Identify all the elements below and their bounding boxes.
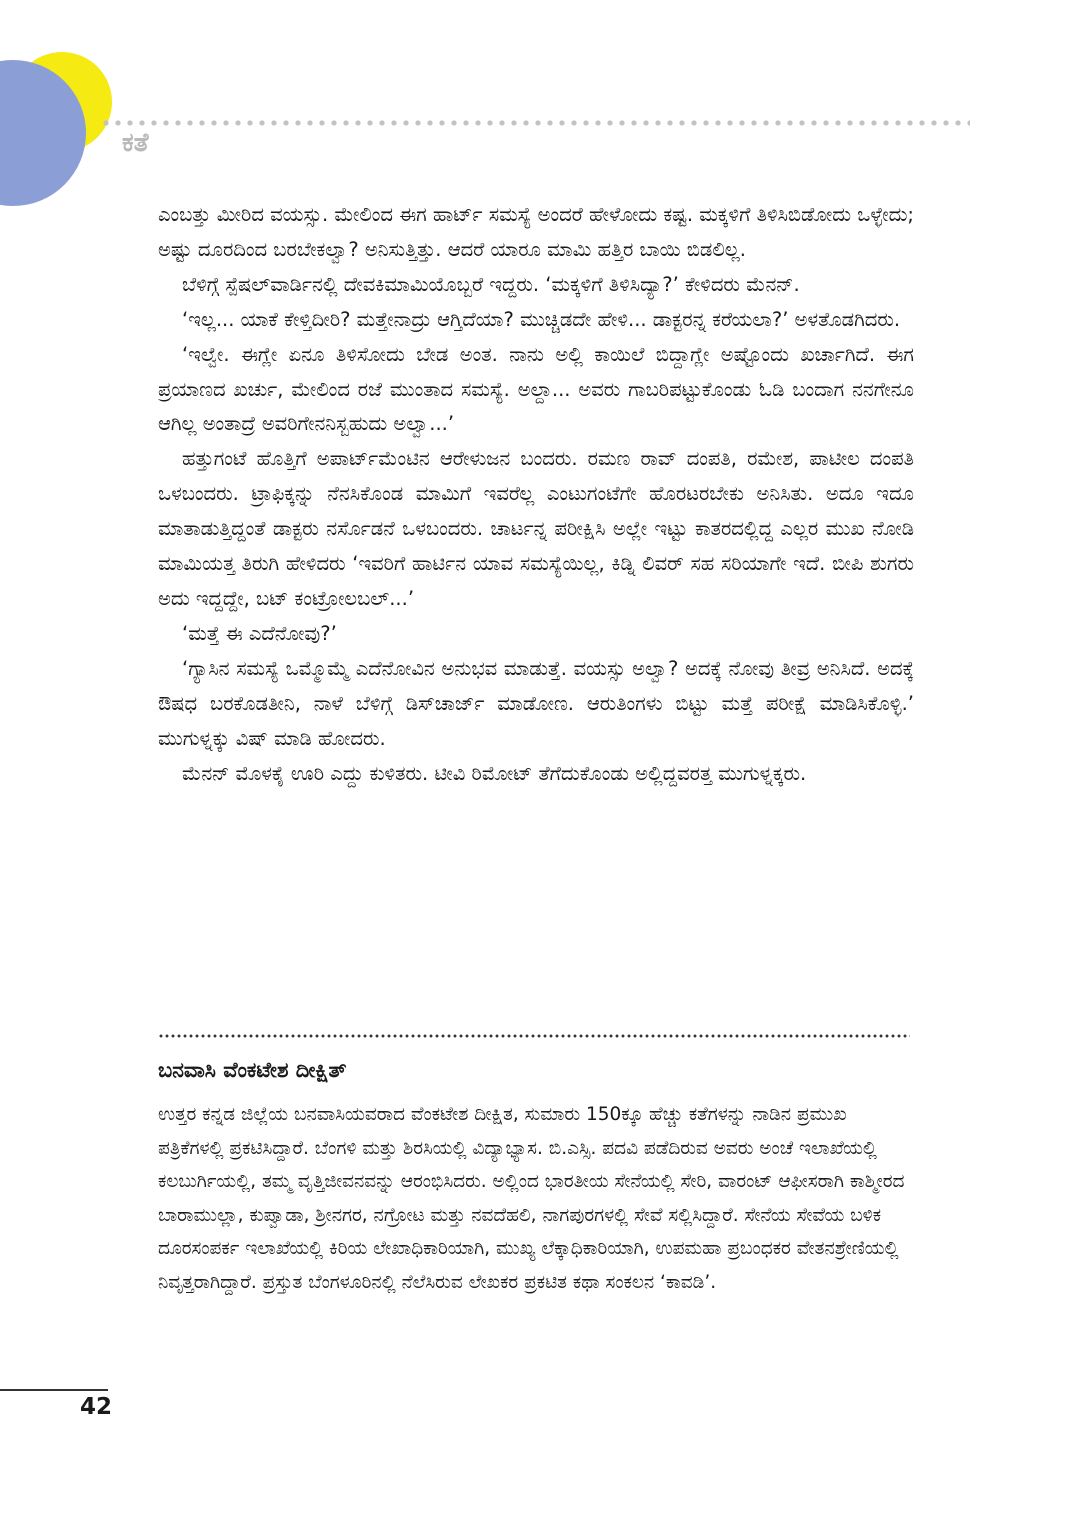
story-paragraph: ಬೆಳಿಗ್ಗೆ ಸ್ಪೆಷಲ್‌ವಾರ್ಡಿನಲ್ಲಿ ದೇವಕಿಮಾಮಿಯೊಬ್ಬರೆ ಇದ್ದರು. ‘ಮಕ್ಕಳಿಗೆ ತಿಳಿಸಿದ್ಯಾ?’ ಕೇಳಿದರು ಮೆನನ್. [182,272,800,296]
header-dotted-rule [100,120,970,126]
page-number-rule [0,1389,108,1391]
story-paragraph: ‘ಇಲ್ಲ... ಯಾಕೆ ಕೇಳ್ತಿದೀರಿ? ಮತ್ತೇನಾದ್ರು ಆಗ್ತಿದೆಯಾ? ಮುಚ್ಚಿಡದೇ ಹೇಳಿ... ಡಾಕ್ಟರನ್ನ ಕರೆಯಲಾ?’ ಅಳತೊಡಗಿದರು. [182,307,901,331]
story-paragraph: ಎಂಬತ್ತು ಮೀರಿದ ವಯಸ್ಸು. ಮೇಲಿಂದ ಈಗ ಹಾರ್ಟ್ ಸಮಸ್ಯೆ ಅಂದರೆ ಹೇಳೋದು ಕಷ್ಟ. ಮಕ್ಕಳಿಗೆ ತಿಳಿಸಿಬಿಡೋದು ಒಳ್ಳೇದು; ಅಷ್ಟು ದೂರದಿಂದ ಬರಬೇಕಲ್ವಾ? ಅನಿಸುತ್ತಿತ್ತು. ಆದರೆ ಯಾರೂ ಮಾಮಿ ಹತ್ತಿರ ಬಾಯಿ ಬಿಡಲಿಲ್ಲ. [158,203,914,261]
story-paragraph: ಮೆನನ್ ಮೊಳಕೈ ಊರಿ ಎದ್ದು ಕುಳಿತರು. ಟೀವಿ ರಿಮೋಟ್ ತೆಗೆದುಕೊಂಡು ಅಲ್ಲಿದ್ದವರತ್ತ ಮುಗುಳ್ನಕ್ಕರು. [182,761,807,785]
story-paragraph: ‘ಇಲ್ವೇ. ಈಗ್ಲೇ ಏನೂ ತಿಳಿಸೋದು ಬೇಡ ಅಂತ. ನಾನು ಅಲ್ಲಿ ಕಾಯಿಲೆ ಬಿದ್ದಾಗ್ಲೇ ಅಷ್ಟೊಂದು ಖರ್ಚಾಗಿದೆ. ಈಗ ಪ್ರಯಾಣದ ಖರ್ಚು, ಮೇಲಿಂದ ರಜೆ ಮುಂತಾದ ಸಮಸ್ಯೆ. ಅಲ್ದಾ... ಅವರು ಗಾಬರಿಪಟ್ಟುಕೊಂಡು ಓಡಿ ಬಂದಾಗ ನನಗೇನೂ ಆಗಿಲ್ಲ ಅಂತಾದ್ರೆ ಅವರಿಗೇನನಿಸ್ಬಹುದು ಅಲ್ವಾ...’ [158,342,914,436]
story-paragraph: ಹತ್ತುಗಂಟೆ ಹೊತ್ತಿಗೆ ಅಪಾರ್ಟ್‌ಮೆಂಟಿನ ಆರೇಳುಜನ ಬಂದರು. ರಮಣ ರಾವ್ ದಂಪತಿ, ರಮೇಶ, ಪಾಟೀಲ ದಂಪತಿ ಒಳಬಂದರು. ಟ್ರಾಫಿಕ್ಕನ್ನು ನೆನಸಿಕೊಂಡ ಮಾಮಿಗೆ ಇವರೆಲ್ಲ ಎಂಟುಗಂಟೆಗೇ ಹೊರಟರಬೇಕು ಅನಿಸಿತು. ಅದೂ ಇದೂ ಮಾತಾಡುತ್ತಿದ್ದಂತೆ ಡಾಕ್ಟರು ನರ್ಸೊಡನೆ ಒಳಬಂದರು. ಚಾರ್ಟನ್ನ ಪರೀಕ್ಷಿಸಿ ಅಲ್ಲೇ ಇಟ್ಟು ಕಾತರದಲ್ಲಿದ್ದ ಎಲ್ಲರ ಮುಖ ನೋಡಿ ಮಾಮಿಯತ್ತ ತಿರುಗಿ ಹೇಳಿದರು ‘ಇವರಿಗೆ ಹಾರ್ಟಿನ ಯಾವ ಸಮಸ್ಯೆಯಿಲ್ಲ, ಕಿಡ್ನಿ ಲಿವರ್ ಸಹ ಸರಿಯಾಗೇ ಇದೆ. ಬೀಪಿ ಶುಗರು ಅದು ಇದ್ದದ್ದೇ, ಬಟ್ ಕಂಟ್ರೋಲಬಲ್...’ [158,447,914,610]
story-text [158,198,914,791]
section-label: ಕತೆ [122,128,149,158]
story-paragraph: ‘ಗ್ಯಾಸಿನ ಸಮಸ್ಯೆ ಒಮ್ಮೊಮ್ಮೆ ಎದೆನೋವಿನ ಅನುಭವ ಮಾಡುತ್ತೆ. ವಯಸ್ಸು ಅಲ್ವಾ? ಅದಕ್ಕೆ ನೋವು ತೀವ್ರ ಅನಿಸಿದೆ. ಅದಕ್ಕೆ ಔಷಧ ಬರಕೊಡತೀನಿ, ನಾಳೆ ಬೆಳಿಗ್ಗೆ ಡಿಸ್‌ಚಾರ್ಜ್ ಮಾಡೋಣ. ಆರುತಿಂಗಳು ಬಿಟ್ಟು ಮತ್ತೆ ಪರೀಕ್ಷೆ ಮಾಡಿಸಿಕೊಳ್ಳಿ.’ ಮುಗುಳ್ನಕ್ಕು ವಿಷ್ ಮಾಡಿ ಹೋದರು. [158,656,914,750]
author-name: ಬನವಾಸಿ ವೆಂಕಟೇಶ ದೀಕ್ಷಿತ್ [158,1058,347,1082]
section-divider [158,1034,910,1038]
story-paragraph: ‘ಮತ್ತೆ ಈ ಎದೆನೋವು?’ [182,621,337,645]
page-number: 42 [80,1394,113,1420]
author-bio: ಉತ್ತರ ಕನ್ನಡ ಜಿಲ್ಲೆಯ ಬನವಾಸಿಯವರಾದ ವೆಂಕಟೇಶ ದೀಕ್ಷಿತ, ಸುಮಾರು 150ಕ್ಕೂ ಹೆಚ್ಚು ಕತೆಗಳನ್ನು ನಾಡಿನ ಪ್ರಮುಖ ಪತ್ರಿಕೆಗಳಲ್ಲಿ ಪ್ರಕಟಿಸಿದ್ದಾರೆ. ಬೆಂಗಳಿ ಮತ್ತು ಶಿರಸಿಯಲ್ಲಿ ವಿದ್ಯಾಭ್ಯಾಸ. ಬಿ.ಎಸ್ಸಿ. ಪದವಿ ಪಡೆದಿರುವ ಅವರು ಅಂಚೆ ಇಲಾಖೆಯಲ್ಲಿ ಕಲಬುರ್ಗಿಯಲ್ಲಿ, ತಮ್ಮ ವೃತ್ತಿಜೀವನವನ್ನು ಆರಂಭಿಸಿದರು. ಅಲ್ಲಿಂದ ಭಾರತೀಯ ಸೇನೆಯಲ್ಲಿ ಸೇರಿ, ವಾರಂಟ್ ಆಫೀಸರಾಗಿ ಕಾಶ್ಮೀರದ ಬಾರಾಮುಲ್ಲಾ, ಕುಪ್ವಾಡಾ, ಶ್ರೀನಗರ, ನಗ್ರೋಟ ಮತ್ತು ನವದೆಹಲಿ, ನಾಗಪುರಗಳಲ್ಲಿ ಸೇವೆ ಸಲ್ಲಿಸಿದ್ದಾರೆ. ಸೇನೆಯ ಸೇವೆಯ ಬಳಿಕ ದೂರಸಂಪರ್ಕ ಇಲಾಖೆಯಲ್ಲಿ ಕಿರಿಯ ಲೇಖಾಧಿಕಾರಿಯಾಗಿ, ಮುಖ್ಯ ಲೆಕ್ಕಾಧಿಕಾರಿಯಾಗಿ, ಉಪಮಹಾ ಪ್ರಬಂಧಕರ ವೇತನಶ್ರೇಣಿಯಲ್ಲಿ ನಿವೃತ್ತರಾಗಿದ್ದಾರೆ. ಪ್ರಸ್ತುತ ಬೆಂಗಳೂರಿನಲ್ಲಿ ನೆಲೆಸಿರುವ ಲೇಖಕರ ಪ್ರಕಟಿತ ಕಥಾ ಸಂಕಲನ ‘ಕಾವಡಿ’. [158,1104,905,1293]
